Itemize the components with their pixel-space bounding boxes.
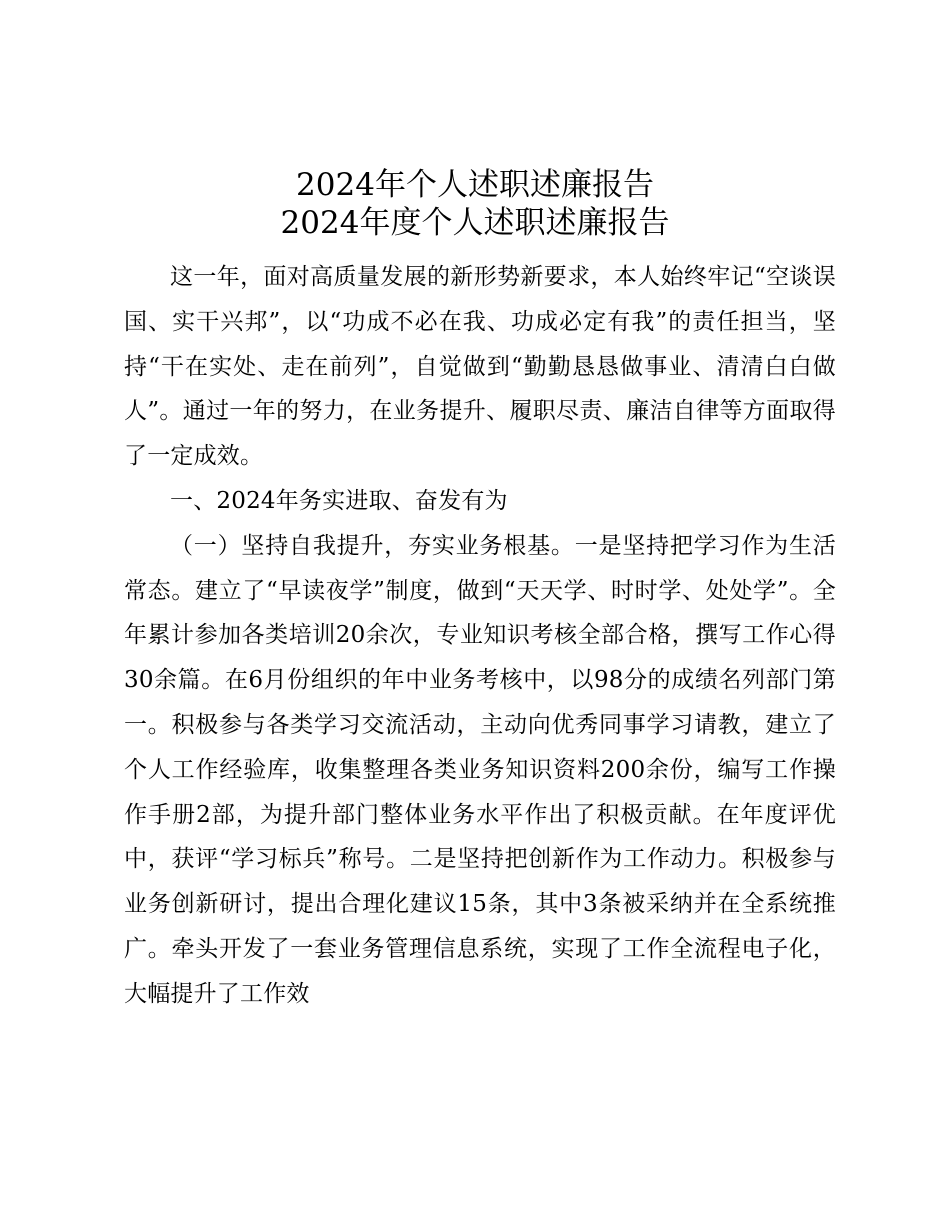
- document-subtitle: 2024年度个人述职述廉报告: [280, 205, 670, 241]
- title-block: [0, 166, 950, 242]
- section-heading: 一、2024年务实进取、奋发有为: [170, 487, 508, 514]
- intro-paragraph: 这一年，面对高质量发展的新形势新要求，本人始终牢记“空谈误国、实干兴邦”，以“功成不必在我、功成必定有我”的责任担当，坚持“干在实处、走在前列”，自觉做到“勤勤恳恳做事业、清清白白做人”。通过一年的努力，在业务提升、履职尽责、廉洁自律等方面取得了一定成效。: [124, 264, 836, 470]
- document-title: 2024年个人述职述廉报告: [296, 167, 654, 203]
- document-body: [124, 255, 836, 1017]
- body-paragraph: （一）坚持自我提升，夯实业务根基。一是坚持把学习作为生活常态。建立了“早读夜学”制度，做到“天天学、时时学、处处学”。全年累计参加各类培训20余次，专业知识考核全部合格，撰写工作心得30余篇。在6月份组织的年中业务考核中，以98分的成绩名列部门第一。积极参与各类学习交流活动，主动向优秀同事学习请教，建立了个人工作经验库，收集整理各类业务知识资料200余份，编写工作操作手册2部，为提升部门整体业务水平作出了积极贡献。在年度评优中，获评“学习标兵”称号。二是坚持把创新作为工作动力。积极参与业务创新研讨，提出合理化建议15条，其中3条被采纳并在全系统推广。牵头开发了一套业务管理信息系统，实现了工作全流程电子化，大幅提升了工作效: [124, 532, 836, 1007]
